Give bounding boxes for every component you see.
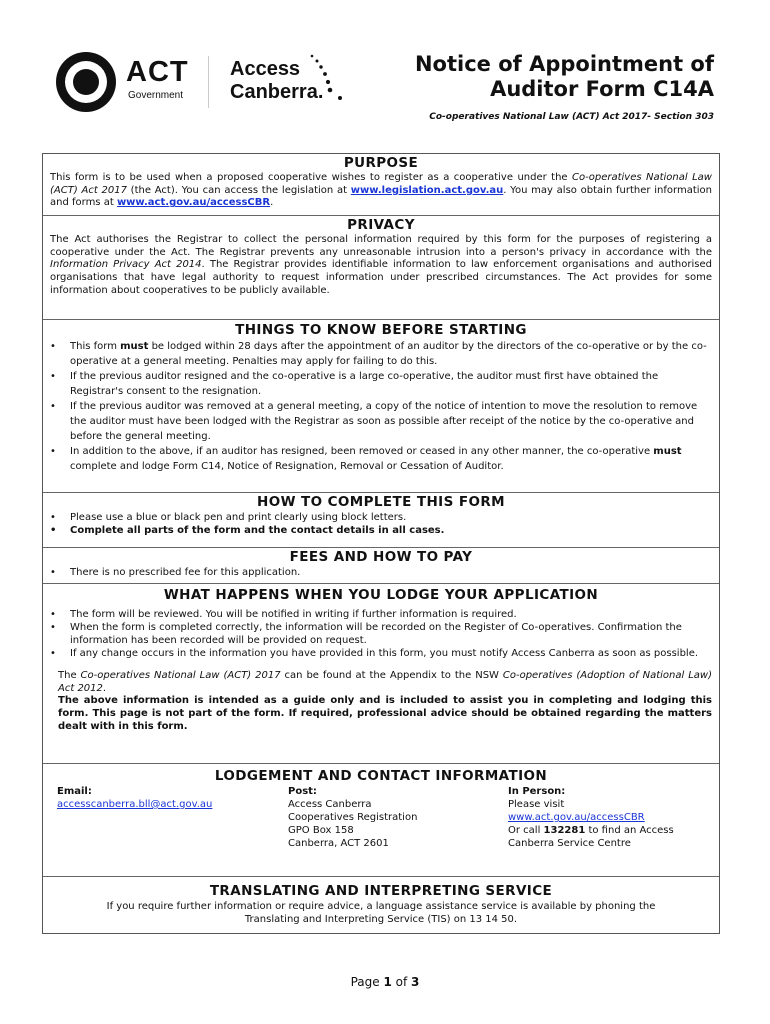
purpose-heading: PURPOSE: [343, 155, 419, 171]
email-label: Email:: [57, 786, 92, 797]
page-number: Page 1 of 3: [350, 975, 420, 989]
email-column: [57, 785, 212, 811]
what-happens-list: [50, 608, 712, 660]
fees-list: [50, 566, 712, 579]
post-line: Canberra, ACT 2601: [288, 838, 389, 849]
access-canberra-logo-line2: Canberra.: [230, 81, 324, 103]
list-item: • If the previous auditor resigned and the co-operative is a large co-operative, the auditor must first have obtained the Registrar's consent to the resignation.: [50, 369, 712, 399]
post-column: [288, 785, 417, 850]
national-law-note: The Co-operatives National Law (ACT) 2017 can be found at the Appendix to the NSW Co-operatives (Adoption of National Law) Act 2012.: [58, 670, 712, 694]
translating-line1: If you require further information or require advice, a language assistance service is available by phoning the: [106, 901, 656, 912]
access-canberra-logo: [230, 52, 360, 112]
things-to-know-heading: THINGS TO KNOW BEFORE STARTING: [235, 322, 527, 338]
email-link[interactable]: accesscanberra.bll@act.gov.au: [57, 799, 213, 810]
fees-section: [43, 548, 719, 584]
what-happens-heading: WHAT HAPPENS WHEN YOU LODGE YOUR APPLICATION: [163, 587, 599, 603]
list-item: • In addition to the above, if an auditor has resigned, been removed or ceased in any other manner, the co-operative must complete and lodge Form C14, Notice of Resignation, Removal or Cessation of Auditor.: [50, 444, 712, 474]
form-title-line1: Notice of Appointment of: [414, 52, 714, 76]
how-to-complete-list: [50, 511, 712, 537]
in-person-call: Or call 132281 to find an Access: [508, 825, 674, 836]
post-line: GPO Box 158: [288, 825, 354, 836]
fees-heading: FEES AND HOW TO PAY: [289, 549, 473, 565]
privacy-text: The Act authorises the Registrar to collect the personal information required by this form for the purposes of registering a cooperative under the Act. The Registrar prevents any unreasonable intrusion into a person's privacy in accordance with the Information Privacy Act 2014. The Registrar provides identifiable information to law enforcement organisations and authorised organisations that have legal authority to request information under prescribed circumstances. The Act provides for some information about cooperatives to be publicly available.: [50, 234, 712, 296]
lodgement-heading: LODGEMENT AND CONTACT INFORMATION: [214, 768, 548, 784]
lodgement-section: [43, 764, 719, 877]
in-person-line: Please visit: [508, 799, 565, 810]
translating-heading: TRANSLATING AND INTERPRETING SERVICE: [209, 883, 553, 899]
access-canberra-logo-line1: Access: [230, 58, 301, 80]
what-happens-section: [43, 584, 719, 764]
information-box: [42, 153, 720, 934]
legislation-link[interactable]: www.legislation.act.gov.au: [350, 184, 504, 196]
purpose-section: [43, 154, 719, 216]
guide-disclaimer: The above information is intended as a guide only and is included to assist you in completing and lodging this form. This page is not part of the form. If required, professional advice should be obtained regarding the matters dealt with in this form.: [58, 695, 712, 732]
in-person-column: [508, 785, 674, 850]
act-government-logo: [56, 52, 206, 114]
list-item: • There is no prescribed fee for this application.: [50, 566, 712, 579]
act-crest-icon: [56, 52, 116, 112]
in-person-link[interactable]: www.act.gov.au/accessCBR: [508, 812, 645, 823]
in-person-label: In Person:: [508, 786, 566, 797]
list-item: • The form will be reviewed. You will be notified in writing if further information is required.: [50, 608, 712, 621]
contact-columns: [50, 785, 712, 855]
form-subtitle: Co-operatives National Law (ACT) Act 2017- Section 303: [429, 112, 714, 122]
act-logo-subtext: Government: [128, 90, 184, 101]
logo-divider: [208, 56, 209, 108]
list-item: • This form must be lodged within 28 days after the appointment of an auditor by the directors of the co-operative or by the co-operative at a general meeting. Penalties may apply for failing to do this.: [50, 339, 712, 369]
list-item: • Please use a blue or black pen and print clearly using block letters.: [50, 511, 712, 524]
form-title: [415, 52, 714, 102]
privacy-section: [43, 216, 719, 320]
in-person-line: Canberra Service Centre: [508, 838, 631, 849]
things-to-know-list: [50, 339, 712, 474]
post-line: Access Canberra: [288, 799, 372, 810]
how-to-complete-section: [43, 493, 719, 548]
list-item: • Complete all parts of the form and the contact details in all cases.: [50, 524, 712, 537]
post-label: Post:: [288, 786, 317, 797]
list-item: • If the previous auditor was removed at a general meeting, a copy of the notice of intention to move the resolution to remove the auditor must have been lodged with the Registrar as soon as possible after receipt of the notice by the co-operative and before the general meeting.: [50, 399, 712, 444]
act-logo-word: ACT: [126, 56, 189, 88]
translating-section: [43, 877, 719, 933]
form-title-line2: Auditor Form C14A: [490, 77, 714, 101]
things-to-know-section: [43, 320, 719, 493]
page-header: [0, 0, 770, 140]
list-item: • If any change occurs in the information you have provided in this form, you must notify Access Canberra as soon as possible.: [50, 647, 712, 660]
access-cbr-link[interactable]: www.act.gov.au/accessCBR: [116, 197, 271, 209]
post-line: Cooperatives Registration: [288, 812, 418, 823]
translating-line2: Translating and Interpreting Service (TIS) on 13 14 50.: [244, 914, 518, 925]
list-item: • When the form is completed correctly, the information will be recorded on the Register of Co-operatives. Confirmation the information has been recorded will be provided on request.: [50, 621, 712, 647]
purpose-text: This form is to be used when a proposed cooperative wishes to register as a cooperative under the Co-operatives National Law (ACT) Act 2017 (the Act). You can access the legislation at www.legislation.act.gov.au. You may also obtain further information and forms at www.act.gov.au/accessCBR.: [50, 172, 712, 209]
how-to-complete-heading: HOW TO COMPLETE THIS FORM: [257, 494, 505, 510]
privacy-heading: PRIVACY: [347, 217, 415, 233]
